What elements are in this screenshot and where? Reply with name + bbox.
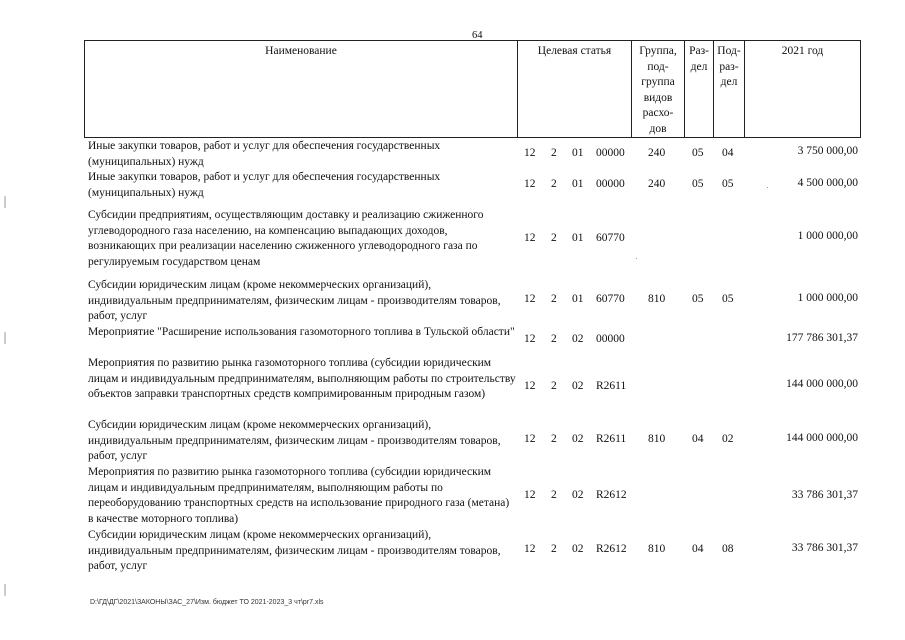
header-group-line: под- <box>647 60 669 73</box>
row-name: Субсидии предприятиям, осуществляющим доставку и реализацию сжиженного углеводородного газа населению, на компенсацию выпадающих доходов, возникающих при реализации населению сжиженного углеводородного газа по регулируемым государством ценам <box>88 209 484 268</box>
row-code-3: 02 <box>572 380 584 392</box>
header-group-line: видов <box>643 91 673 104</box>
row-amount: 144 000 000,00 <box>786 432 858 444</box>
row-code-4: R2612 <box>596 543 627 555</box>
header-name: Наименование <box>265 45 337 57</box>
row-subsection: 08 <box>722 543 734 555</box>
row-code-1: 12 <box>524 489 536 501</box>
scan-edge-mark <box>4 196 6 208</box>
row-amount: 3 750 000,00 <box>797 145 858 157</box>
row-group: 810 <box>648 433 666 445</box>
row-code-1: 12 <box>524 147 536 159</box>
row-code-1: 12 <box>524 543 536 555</box>
row-code-4: 00000 <box>596 147 625 159</box>
scan-speck <box>767 187 768 188</box>
header-target-cell <box>517 41 631 137</box>
scan-edge-mark <box>4 584 6 596</box>
row-code-3: 02 <box>572 433 584 445</box>
header-subsection-line: раз- <box>719 60 739 73</box>
header-target: Целевая статья <box>537 45 612 57</box>
file-path-footer: D:\ГД\ДГ\2021\ЗАКОНЫ\ЗАС_27\Изм. бюджет ТО 2021-2023_3 чт\pr7.xls <box>90 599 324 606</box>
row-code-4: 00000 <box>596 178 625 190</box>
row-code-1: 12 <box>524 333 536 345</box>
row-name: Мероприятия по развитию рынка газомоторного топлива (субсидии юридическим лицам и индивидуальным предпринимателям, выполняющим работы по строительству объектов заправки транспортных средств компримированным природным газом) <box>88 357 516 400</box>
row-code-3: 02 <box>572 489 584 501</box>
row-code-3: 02 <box>572 543 584 555</box>
row-group: 240 <box>648 178 666 190</box>
row-section: 04 <box>692 433 704 445</box>
row-code-2: 2 <box>551 147 557 159</box>
header-subsection-line: Под- <box>717 45 741 57</box>
row-subsection: 05 <box>722 293 734 305</box>
header-year: 2021 год <box>781 45 824 57</box>
row-code-2: 2 <box>551 380 557 392</box>
row-section: 04 <box>692 543 704 555</box>
row-code-4: 60770 <box>596 232 625 244</box>
row-code-4: 00000 <box>596 333 625 345</box>
row-code-2: 2 <box>551 333 557 345</box>
row-amount: 1 000 000,00 <box>797 292 858 304</box>
row-code-2: 2 <box>551 178 557 190</box>
row-code-4: 60770 <box>596 293 625 305</box>
row-code-4: R2612 <box>596 489 627 501</box>
row-code-4: R2611 <box>596 433 627 445</box>
table-header <box>84 40 861 138</box>
row-name: Иные закупки товаров, работ и услуг для обеспечения государственных (муниципальных) нужд <box>88 140 441 168</box>
row-name: Субсидии юридическим лицам (кроме некоммерческих организаций), индивидуальным предпринимателям, физическим лицам - производителям товаров, работ, услуг <box>88 419 501 462</box>
row-code-3: 02 <box>572 333 584 345</box>
row-code-1: 12 <box>524 232 536 244</box>
row-group: 810 <box>648 543 666 555</box>
row-code-2: 2 <box>551 489 557 501</box>
row-subsection: 05 <box>722 178 734 190</box>
scan-edge-mark <box>4 332 6 344</box>
row-subsection: 04 <box>722 147 734 159</box>
header-group-cell <box>631 41 684 137</box>
header-group-line: Группа, <box>639 45 677 57</box>
row-section: 05 <box>692 178 704 190</box>
header-section-line: Раз- <box>689 45 709 57</box>
row-code-4: R2611 <box>596 380 627 392</box>
header-name-cell <box>84 41 517 137</box>
row-name: Мероприятия по развитию рынка газомоторного топлива (субсидии юридическим лицам и индивидуальным предпринимателям, выполняющим работы по переоборудованию транспортных средств на использование природного газа (метана) в качестве моторного топлива) <box>88 466 510 525</box>
row-amount: 33 786 301,37 <box>791 542 858 554</box>
row-group: 810 <box>648 293 666 305</box>
page-number: 64 <box>472 30 483 41</box>
row-name: Иные закупки товаров, работ и услуг для обеспечения государственных (муниципальных) нужд <box>88 171 441 199</box>
row-code-1: 12 <box>524 433 536 445</box>
header-subsection-line: дел <box>720 76 738 88</box>
row-code-2: 2 <box>551 543 557 555</box>
header-section-line: дел <box>690 60 708 73</box>
row-code-3: 01 <box>572 293 584 305</box>
row-name: Субсидии юридическим лицам (кроме некоммерческих организаций), индивидуальным предпринимателям, физическим лицам - производителям товаров, работ, услуг <box>88 279 501 322</box>
row-code-2: 2 <box>551 293 557 305</box>
row-name: Субсидии юридическим лицам (кроме некоммерческих организаций), индивидуальным предпринимателям, физическим лицам - производителям товаров, работ, услуг <box>88 529 501 572</box>
header-group-line: расхо- <box>642 107 674 119</box>
row-amount: 177 786 301,37 <box>786 332 858 344</box>
row-code-2: 2 <box>551 433 557 445</box>
header-year-cell <box>744 41 861 137</box>
row-amount: 33 786 301,37 <box>791 489 858 501</box>
row-code-3: 01 <box>572 147 584 159</box>
row-subsection: 02 <box>722 433 734 445</box>
header-section-cell <box>684 41 713 137</box>
row-code-2: 2 <box>551 232 557 244</box>
row-code-3: 01 <box>572 178 584 190</box>
header-group-line: дов <box>649 122 667 135</box>
row-amount: 4 500 000,00 <box>797 177 858 189</box>
scan-speck <box>636 258 637 259</box>
row-group: 240 <box>648 147 666 159</box>
row-section: 05 <box>692 293 704 305</box>
header-subsection-cell <box>713 41 744 137</box>
row-name: Мероприятие "Расширение использования газомоторного топлива в Тульской области" <box>88 326 515 338</box>
row-amount: 144 000 000,00 <box>786 378 858 390</box>
row-amount: 1 000 000,00 <box>797 230 858 242</box>
row-code-1: 12 <box>524 178 536 190</box>
row-code-1: 12 <box>524 293 536 305</box>
row-code-3: 01 <box>572 232 584 244</box>
header-group-line: группа <box>641 76 675 88</box>
row-code-1: 12 <box>524 380 536 392</box>
row-section: 05 <box>692 147 704 159</box>
